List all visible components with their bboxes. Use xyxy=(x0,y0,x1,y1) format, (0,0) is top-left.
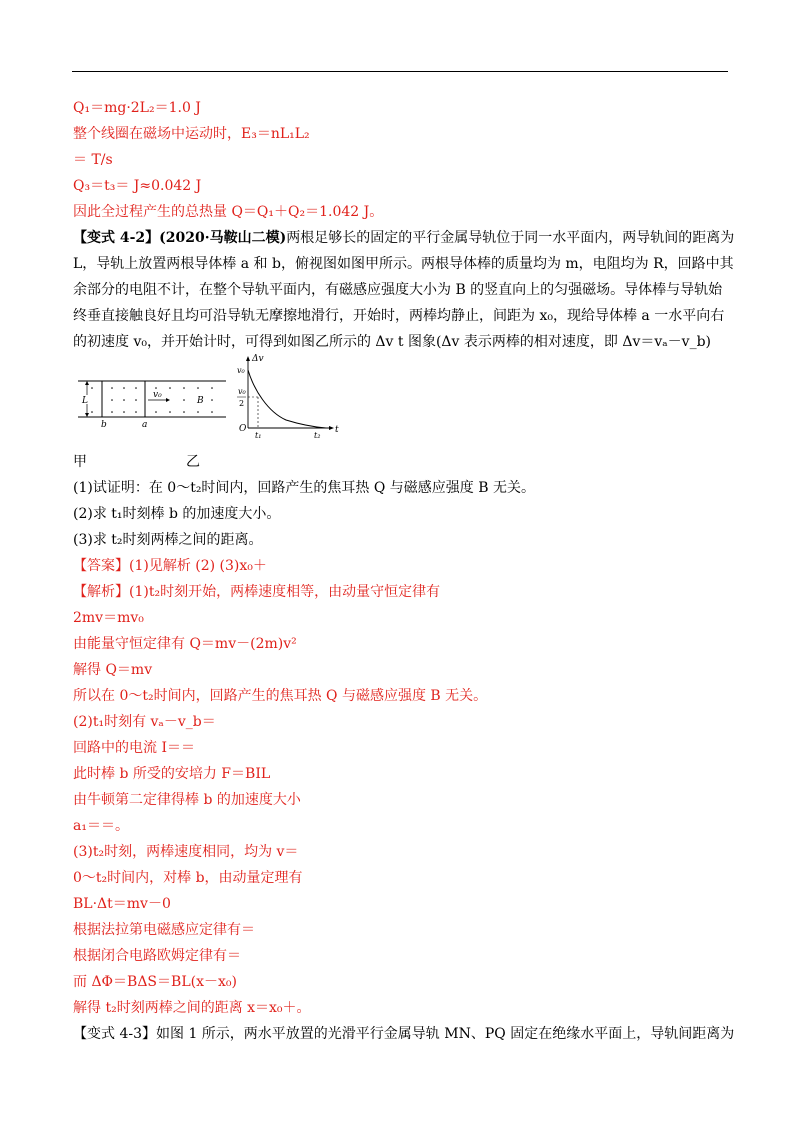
graph-t2: t₂ xyxy=(314,431,321,440)
analysis-line-3: 由能量守恒定律有 Q＝mv－(2m)v² xyxy=(73,636,297,652)
analysis-line-10: a₁＝＝。 xyxy=(73,818,129,834)
figure-rails-and-graph xyxy=(72,352,362,444)
label-L: L xyxy=(82,396,88,406)
solution-line-3: ＝ T/s xyxy=(73,152,113,168)
problem-4-2-line-2: L，导轨上放置两根导体棒 a 和 b，俯视图如图甲所示。两根导体棒的质量均为 m，电阻均为 R，回路中其 xyxy=(73,256,734,272)
question-1: (1)试证明：在 0～t₂时间内，回路产生的焦耳热 Q 与磁感应强度 B 无关。 xyxy=(73,480,535,496)
solution-line-5: 因此全过程产生的总热量 Q＝Q₁＋Q₂＝1.042 J。 xyxy=(73,204,384,220)
analysis-line-14: 根据法拉第电磁感应定律有＝ xyxy=(73,922,255,938)
graph-origin: O xyxy=(239,424,247,434)
analysis-line-9: 由牛顿第二定律得棒 b 的加速度大小 xyxy=(73,792,301,808)
problem-4-2-line-3: 余部分的电阻不计，在整个导轨平面内，有磁感应强度大小为 B 的竖直向上的匀强磁场。导体棒与导轨始 xyxy=(73,282,723,298)
question-3: (3)求 t₂时刻两棒之间的距离。 xyxy=(73,532,263,548)
figure-yi xyxy=(237,354,339,440)
problem-4-3-tag: 【变式 4-3】 xyxy=(73,1026,156,1042)
label-B: B xyxy=(197,396,204,406)
analysis-line-5: 所以在 0～t₂时间内，回路产生的焦耳热 Q 与磁感应强度 B 无关。 xyxy=(73,688,488,704)
analysis-line-16: 而 ΔΦ＝BΔS＝BL(x－x₀) xyxy=(73,974,237,990)
figure-jia xyxy=(78,381,226,430)
problem-text: 两根足够长的固定的平行金属导轨位于同一水平面内，两导轨间的距离为 xyxy=(286,230,735,246)
answer-line: 【答案】(1)见解析 (2) (3)x₀＋ xyxy=(73,558,267,574)
problem-4-3-line-1 xyxy=(73,1024,734,1044)
analysis-line-15: 根据闭合电路欧姆定律有＝ xyxy=(73,948,241,964)
graph-t1: t₁ xyxy=(255,431,262,440)
analysis-line-8: 此时棒 b 所受的安培力 F＝BIL xyxy=(73,766,271,782)
axis-t: t xyxy=(335,425,339,435)
problem-4-2-line-4: 终垂直接触良好且均可沿导轨无摩擦地滑行，开始时，两棒均静止，间距为 x₀，现给导体棒 a 一水平向右 xyxy=(73,308,725,324)
analysis-line-17: 解得 t₂时刻两棒之间的距离 x＝x₀＋。 xyxy=(73,1000,311,1016)
label-a: a xyxy=(142,420,148,430)
analysis-line-4: 解得 Q＝mv xyxy=(73,662,153,678)
analysis-line-7: 回路中的电流 I＝＝ xyxy=(73,740,195,756)
analysis-line-1: 【解析】(1)t₂时刻开始，两棒速度相等，由动量守恒定律有 xyxy=(73,584,441,600)
header-rule xyxy=(72,71,728,72)
figure-label-yi: 乙 xyxy=(186,454,200,470)
analysis-line-12: 0～t₂时间内，对棒 b，由动量定理有 xyxy=(73,870,303,886)
analysis-line-2: 2mv＝mv₀ xyxy=(73,610,144,626)
problem-4-2-line-1 xyxy=(73,228,734,248)
problem-4-2-line-5: 的初速度 v₀，并开始计时，可得到如图乙所示的 Δv t 图象(Δv 表示两棒的相对速度，即 Δv＝vₐ－v_b) xyxy=(73,334,712,350)
problem-4-3-text: 如图 1 所示，两水平放置的光滑平行金属导轨 MN、PQ 固定在绝缘水平面上，导轨间距离为 xyxy=(156,1026,735,1042)
graph-v0: v₀ xyxy=(237,366,245,375)
solution-line-4: Q₃＝t₃＝ J≈0.042 J xyxy=(73,178,202,194)
graph-half-v0-top: v₀ xyxy=(238,387,246,396)
label-v0-arrow: v₀ xyxy=(153,390,162,400)
analysis-line-6: (2)t₁时刻有 vₐ－v_b＝ xyxy=(73,714,216,730)
solution-line-2: 整个线圈在磁场中运动时，E₃＝nL₁L₂ xyxy=(73,126,310,142)
label-b: b xyxy=(101,420,107,430)
analysis-line-11: (3)t₂时刻，两棒速度相同，均为 v＝ xyxy=(73,844,299,860)
analysis-line-13: BL·Δt＝mv－0 xyxy=(73,896,171,912)
question-2: (2)求 t₁时刻棒 b 的加速度大小。 xyxy=(73,506,281,522)
axis-delta-v: Δv xyxy=(252,354,264,364)
figure-label-jia: 甲 xyxy=(73,454,87,470)
solution-line-1: Q₁＝mg·2L₂＝1.0 J xyxy=(73,100,201,116)
graph-half-v0-bottom: 2 xyxy=(239,399,245,408)
problem-tag: 【变式 4-2】(2020·马鞍山二模) xyxy=(73,230,287,246)
